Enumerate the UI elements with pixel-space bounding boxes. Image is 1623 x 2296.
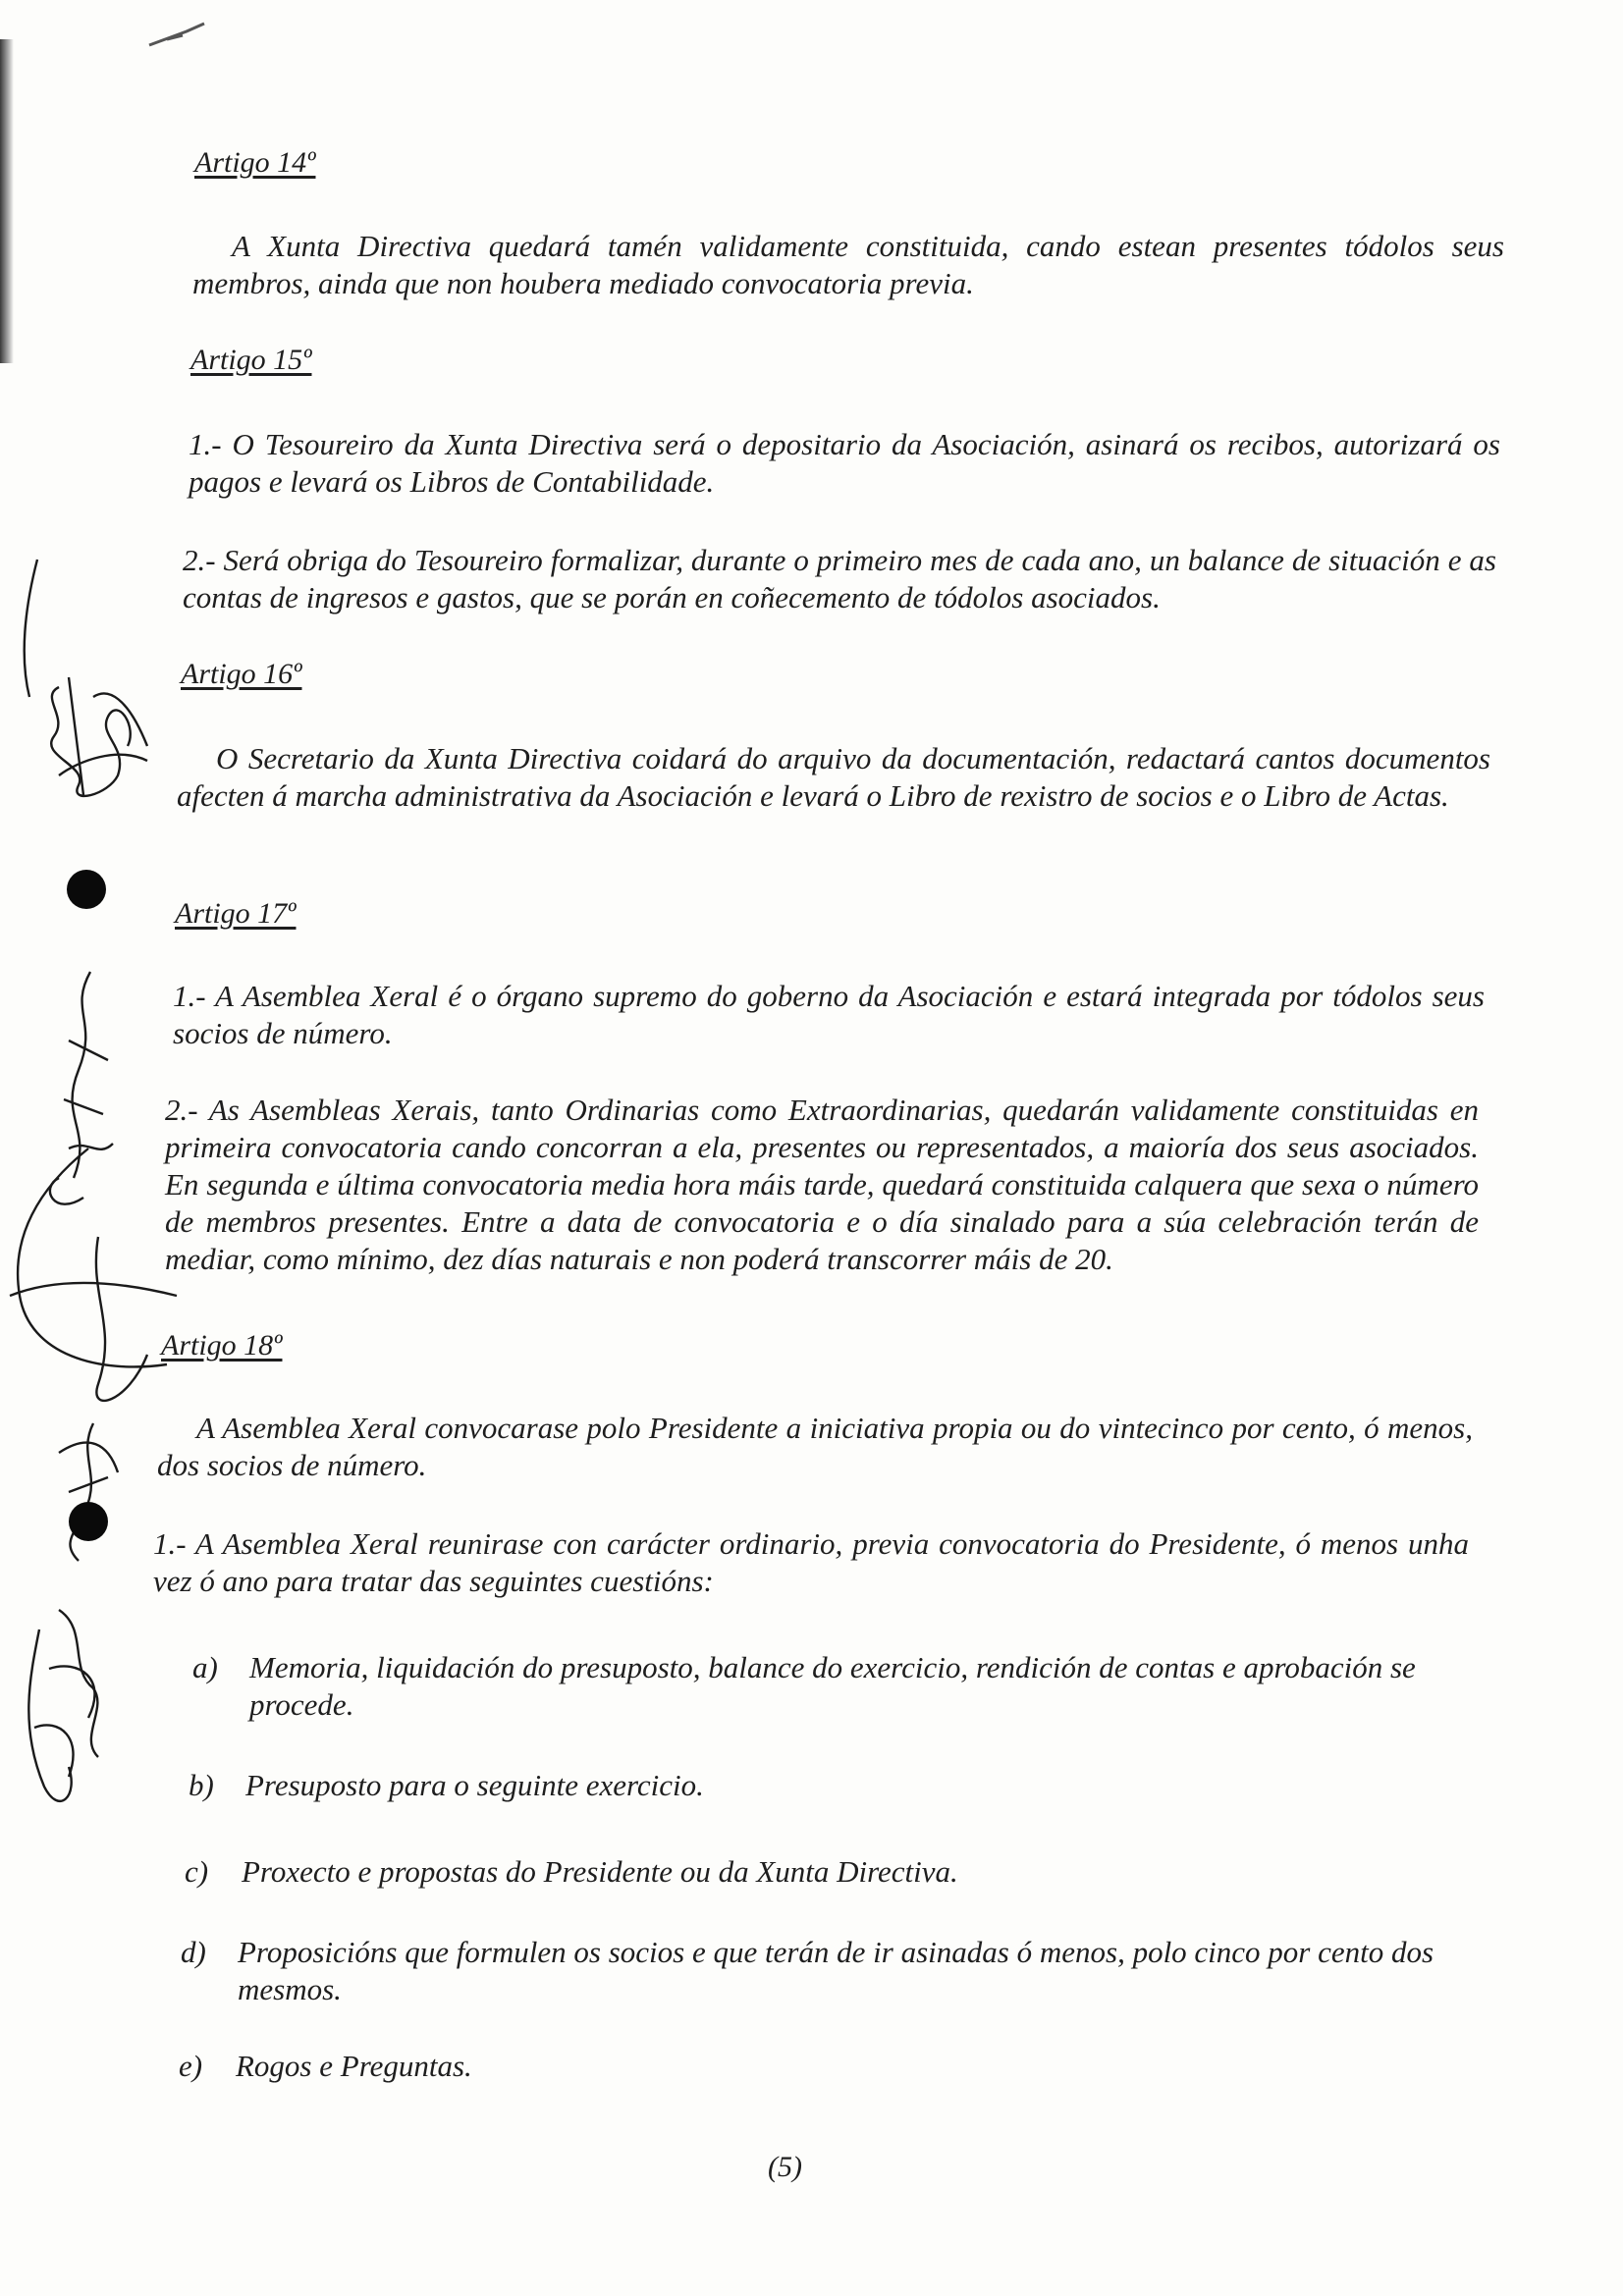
signature-5 — [28, 1610, 98, 1801]
article-18-paragraph-2: 1.- A Asemblea Xeral reunirase con carácter ordinario, previa convocatoria do Presidente, ó menos unha vez ó ano para tratar das seguintes cuestións: — [153, 1526, 1469, 1598]
list-item-label: c) — [185, 1854, 209, 1889]
list-item-label: d) — [181, 1935, 206, 1969]
list-item-text: Proposicións que formulen os socios e que terán de ir asinadas ó menos, polo cinco por cento dos mesmos. — [238, 1935, 1434, 2006]
article-17-paragraph-1: 1.- A Asemblea Xeral é o órgano supremo do goberno da Asociación e estará integrada por tódolos seus socios de número. — [173, 979, 1485, 1050]
article-16-heading: Artigo 16º — [181, 658, 302, 690]
list-item-label: e) — [179, 2049, 203, 2083]
article-18-heading: Artigo 18º — [161, 1329, 283, 1362]
article-16-paragraph-1 — [177, 740, 1490, 815]
signature-1 — [25, 560, 147, 796]
article-17-paragraph-2: 2.- As Asembleas Xerais, tanto Ordinarias como Extraordinarias, quedarán validamente constituidas en primeira convocatoria cando concorran a ela, presentes ou representados, a maioría dos seus asociados. En segunda e última convocatoria media hora máis tarde, quedará constituida calquera que sexa o número de membros presentes. Entre a data de convocatoria e o día sinalado para a súa celebración terán de mediar, como mínimo, dez días naturais e non poderá transcorrer máis de 20. — [165, 1093, 1479, 1276]
paragraph-text: A Asemblea Xeral convocarase polo Presidente a iniciativa propia ou do vintecinco por cento, ó menos, dos socios de número. — [157, 1411, 1473, 1482]
article-15-paragraph-2: 2.- Será obriga do Tesoureiro formalizar, durante o primeiro mes de cada ano, un balance de situación e as contas de ingresos e gastos, que se porán en coñecemento de tódolos asociados. — [183, 543, 1496, 614]
list-item-label: a) — [192, 1650, 218, 1684]
paragraph-text: O Secretario da Xunta Directiva coidará do arquivo da documentación, redactará cantos documentos afecten á marcha administrativa da Asociación e levará o Libro de rexistro de socios e o Libro de Actas. — [177, 741, 1490, 813]
article-17-heading: Artigo 17º — [175, 897, 297, 930]
article-15-paragraph-1: 1.- O Tesoureiro da Xunta Directiva será o depositario da Asociación, asinará os recibos, autorizará os pagos e levará os Libros de Contabilidade. — [189, 427, 1500, 499]
ink-dot — [69, 1502, 108, 1541]
article-14-heading: Artigo 14º — [194, 146, 316, 179]
list-item-text: Proxecto e propostas do Presidente ou da Xunta Directiva. — [242, 1854, 958, 1889]
list-item-text: Presuposto para o seguinte exercicio. — [245, 1768, 704, 1802]
article-14-paragraph-1 — [192, 228, 1504, 302]
signature-3 — [10, 1148, 177, 1401]
list-item-text: Memoria, liquidación do presuposto, balance do exercicio, rendición de contas e aprobación se procede. — [249, 1650, 1416, 1722]
page-number: (5) — [768, 2151, 802, 2183]
ink-dot — [67, 870, 106, 909]
article-18-paragraph-1 — [157, 1410, 1473, 1484]
article-15-heading: Artigo 15º — [190, 344, 312, 376]
signature-2 — [50, 972, 113, 1204]
paragraph-text: A Xunta Directiva quedará tamén validamente constituida, cando estean presentes tódolos seus membros, ainda que non houbera mediado convocatoria previa. — [192, 229, 1504, 300]
list-item-text: Rogos e Preguntas. — [236, 2049, 472, 2083]
list-item-label: b) — [189, 1768, 214, 1802]
margin-signatures — [0, 550, 187, 1924]
